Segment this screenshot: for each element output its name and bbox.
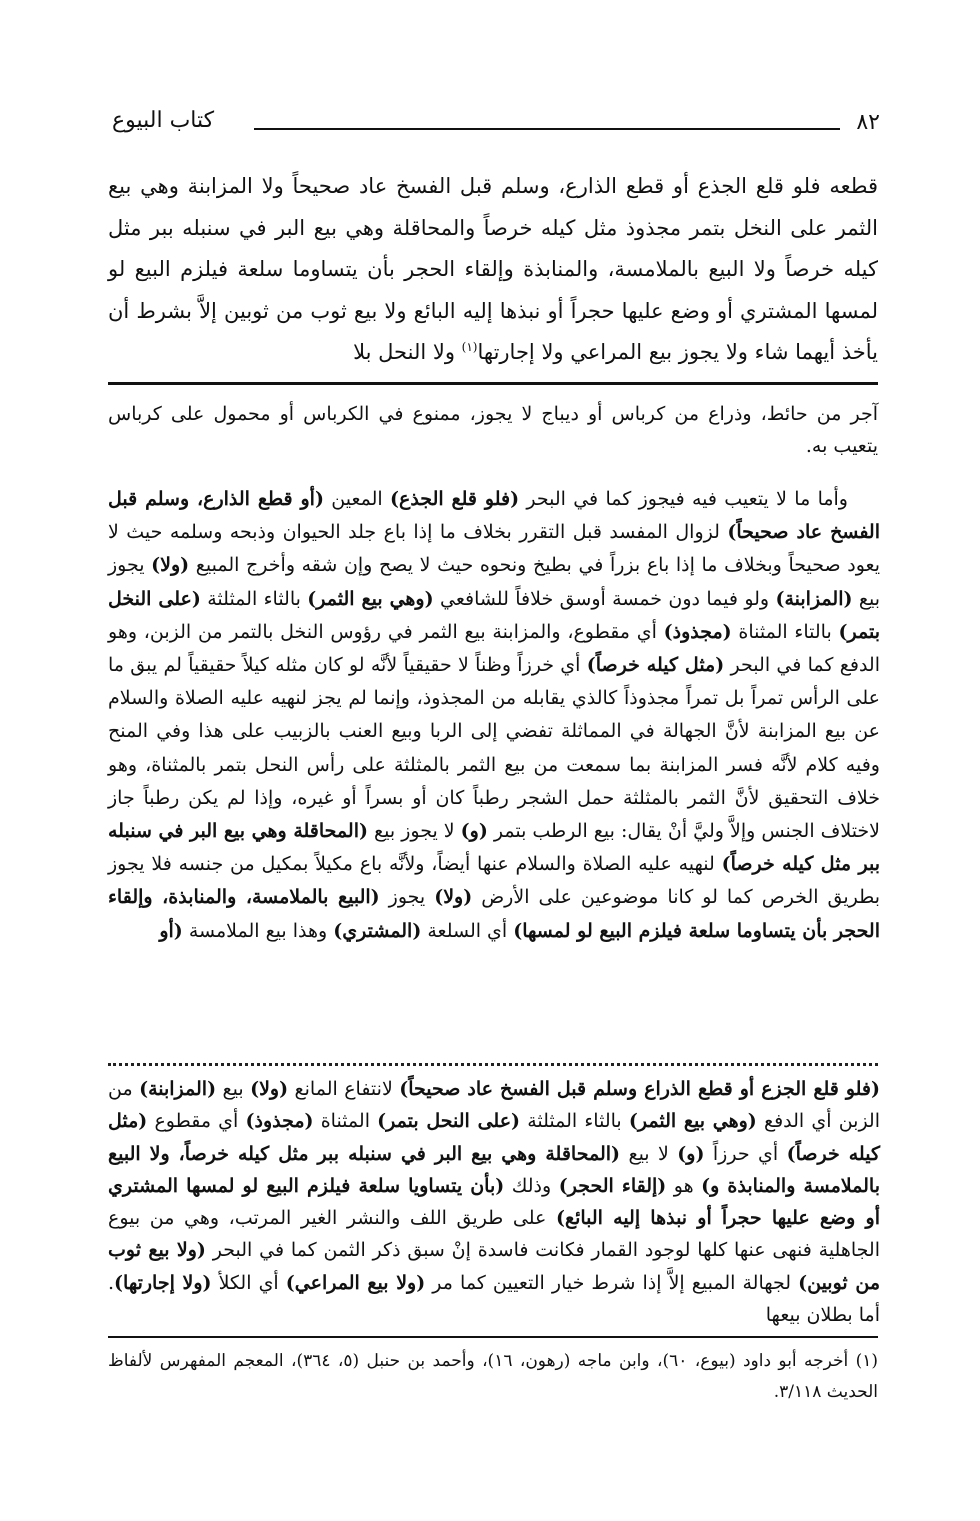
header-rule — [254, 128, 840, 130]
quoted-text-bold: (أو قطع الذارع، وسلم قبل الفسخ عاد صحيحاً) — [108, 488, 880, 544]
main-text-tail: ولا النحل بلا — [353, 340, 462, 364]
footnote-separator — [108, 1336, 878, 1338]
explanation-text: بالثاء المثلثة — [520, 1110, 629, 1133]
commentary-continuation: آجر من حائط، وذراع من كرباس أو ديباج لا يجوز، ممنوع في الكرباس أو محمول على كرباس يتعيب به. — [108, 403, 878, 457]
commentary-paragraph — [108, 483, 880, 948]
quoted-text-bold: (البيع بالملامسة، والمنابذة، وإلقاء الحجر بأن يتساوما سلعة فيلزم البيع لو لمسها) — [108, 886, 880, 942]
quoted-text-bold: (أو — [159, 919, 183, 942]
quoted-text-bold: (ولا) — [151, 554, 190, 577]
explanation-text: لزوال المفسد قبل التقرر بخلاف ما إذا باع جلد الحيوان وذبحه وسلمه حيث لا يعود صحيحاً وبخلاف ما إذا باع بزراً في بطيخ ونحوه حيث لا يصح وإن شقه وأخرج المبيع — [108, 521, 880, 577]
quoted-text-bold: (فلو قلع الجذع) — [390, 488, 520, 510]
page-header — [112, 108, 880, 142]
quoted-text-bold: (ولا بيع المراعي) — [285, 1271, 426, 1294]
quoted-text-bold: (ولا بيع ثوب من ثوبين) — [108, 1239, 880, 1294]
quoted-text-bold: (مجذوذ) — [245, 1110, 314, 1133]
explanation-text: أي مقطوع، والمزابنة بيع الثمر في رؤوس النخل بالتمر من الزبن، وهو الدفع كما في البحر — [108, 620, 880, 677]
explanation-text: وذلك — [504, 1174, 559, 1197]
quoted-text-bold: (مثل كيله خرصاً) — [586, 654, 725, 677]
running-title: كتاب البيوع — [112, 108, 215, 133]
explanation-text: على طريق اللف والنشر الغير المرتب، وهي من بيوع الجاهلية فنهى عنها كلها لوجود القمار فكانت فاسدة إنْ سبق ذكر الثمن كما في البحر — [108, 1207, 880, 1262]
quoted-text-bold: (المزابنة) — [775, 587, 853, 610]
footnote-reference[interactable]: (١) — [461, 340, 478, 354]
explanation-text: أي مقطوع — [147, 1110, 246, 1133]
quoted-text-bold: (ولا) — [434, 886, 473, 909]
quoted-text-bold: (المحاقلة وهي بيع البر في سنبله ببر مثل كيله خرصاً) — [108, 820, 880, 876]
explanation-text: . أما بطلان بيعها — [108, 1271, 880, 1327]
explanation-text: وهذا بيع الملامسة — [182, 919, 334, 942]
dotted-separator — [108, 1063, 878, 1066]
main-text-separator — [108, 382, 878, 385]
explanation-text: وأما ما لا يتعيب فيه فيجوز كما في البحر — [519, 488, 848, 510]
explanation-text: لانتفاع المانع — [288, 1078, 400, 1100]
quoted-text-bold: (المشتري) — [333, 919, 422, 942]
explanation-text: ولو فيما دون خمسة أوسق خلافاً للشافعي — [433, 587, 776, 610]
gloss-text — [108, 1073, 880, 1331]
explanation-text: أي خرزاً وظناً لا حقيقياً لأنَّه لو كان مثله كيلاً حقيقياً لم يبق ما على الرأس تمراً بل تمراً مجذوذاً كالذي يقابله من المجذوذ، وإنما لم يجز لنهيه عليه الصلاة والسلام عن بيع المزابنة لأنَّ الجهالة في المماثلة تفضي إلى الربا وبيع العنب بالزبيب على هذا وفي المنح وفيه كلام لأنَّه فسر المزابنة بما سمعت من بيع الثمر بالمثلثة على رأس النحل بتمر بالمثناة، وهو خلاف التحقيق لأنَّ الثمر بالمثلثة حمل الشجر رطباً كان أو بسراً أو غيره، وإذا لم يكن رطباً جاز لاختلاف الجنس وإلاَّ وليَّ أنْ يقال: بيع الرطب بتمر — [108, 654, 881, 843]
explanation-text: أي السلعة — [421, 919, 514, 942]
commentary — [108, 483, 880, 948]
explanation-text: أي الكلأ — [211, 1271, 286, 1294]
quoted-text-bold: (وهي بيع الثمر) — [628, 1110, 757, 1133]
page-number: ٨٢ — [856, 110, 880, 135]
explanation-text: بالثاء المثلثة — [200, 587, 308, 610]
quoted-text-bold: (المزابنة) — [139, 1078, 217, 1100]
quoted-text-bold: (وهي بيع الثمر) — [307, 587, 434, 610]
main-text — [108, 166, 878, 374]
explanation-text: يجوز بيع — [108, 554, 880, 610]
explanation-text: لجهالة المبيع إلاَّ إذا شرط خيار التعيين كما مر — [425, 1271, 799, 1294]
quoted-text-bold: (و) — [460, 820, 488, 843]
quoted-text-bold: (فلو قلع الجزع أو قطع الذراع وسلم قبل الفسخ عاد صحيحاً) — [399, 1078, 881, 1100]
quoted-text-bold: (على النخل بتمر) — [108, 587, 880, 643]
quoted-text-bold: (على النحل بتمر) — [377, 1110, 521, 1133]
explanation-text: لا يجوز بيع — [367, 820, 461, 843]
quoted-text-bold: (و) — [677, 1142, 705, 1165]
explanation-text: أي حرزاً — [704, 1142, 787, 1165]
quoted-text-bold: (مجذوذ) — [663, 620, 732, 643]
quoted-text-bold: (بأن يتساويا سلعة فيلزم البيع لو لمسها المشتري أو وضع عليها حجراً أو نبذها إليه البائع) — [108, 1174, 880, 1230]
main-text-body: قطعه فلو قلع الجذع أو قطع الذارع، وسلم قبل الفسخ عاد صحيحاً ولا المزابنة وهي بيع الثمر على النخل بتمر مجذوذ مثل كيله خرصاً والمحاقلة وهي بيع البر في سنبله ببر مثل كيله خرصاً ولا البيع بالملامسة، والمنابذة وإلقاء الحجر بأن يتساوما سلعة فيلزم البيع لو لمسها المشتري أو وضع عليها حجراً أو نبذها إليه البائع ولا بيع ثوب من ثوبين إلاَّ بشرط أن يأخذ أيهما شاء ولا يجوز بيع المراعي ولا إجارتها — [108, 174, 878, 364]
explanation-text: المثناة — [313, 1110, 378, 1133]
quoted-text-bold: (مثل كيله خرصاً) — [108, 1110, 881, 1165]
explanation-text: لا بيع — [620, 1142, 678, 1165]
quoted-text-bold: (ولا إجارتها) — [114, 1271, 212, 1294]
explanation-text: بيع — [216, 1078, 251, 1100]
explanation-text: هو — [666, 1174, 702, 1197]
quoted-text-bold: (المحاقلة وهي بيع البر في سنبله ببر مثل كيله خرصاً، ولا البيع بالملامسة والمنابذة و) — [108, 1142, 880, 1197]
explanation-text: بالتاء المثناة — [731, 620, 839, 643]
explanation-text: لنهيه عليه الصلاة والسلام عنها أيضاً، ولأنَّه باع مكيلاً بمكيل من جنسه فلا يجوز بطريق الخرص كما لو كانا موضوعين على الأرض — [108, 853, 881, 909]
explanation-text: المعين — [323, 488, 390, 510]
quoted-text-bold: (ولا) — [250, 1078, 289, 1100]
footnote: (١) أخرجه أبو داود (بيوع، ٦٠)، وابن ماجه (رهون، ١٦)، وأحمد بن حنبل (٥، ٣٦٤)، المعجم المفهرس لألفاظ الحديث ٣/١١٨. — [108, 1351, 879, 1402]
quoted-text-bold: (إلقاء الحجر) — [558, 1174, 667, 1197]
explanation-text: من الزبن أي الدفع — [108, 1078, 881, 1133]
explanation-text: يجوز — [379, 886, 435, 909]
